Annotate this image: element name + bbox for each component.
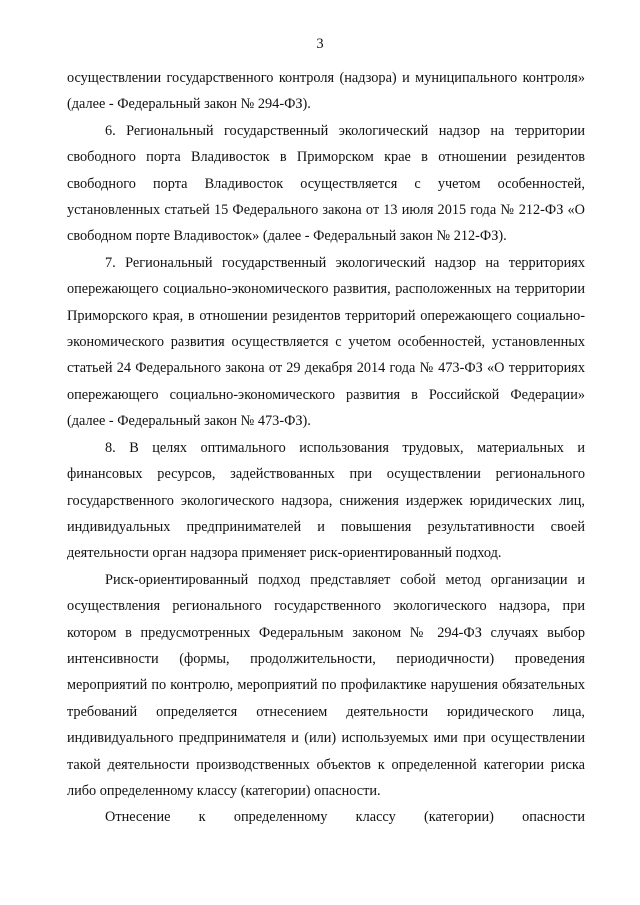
paragraph-6: 6. Региональный государственный экологический надзор на территории свободного порта Владивосток в Приморском крае в отношении резидентов свободного порта Владивосток осуществляется с учетом особенностей, установленных статьей 15 Федерального закона от 13 июля 2015 года № 212-ФЗ «О свободном порте Владивосток» (далее - Федеральный закон № 212-ФЗ). (67, 122, 585, 245)
page-number: 3 (316, 36, 324, 52)
document-body (67, 65, 585, 831)
paragraph-risk-approach: Риск-ориентированный подход представляет собой метод организации и осуществления регионального государственного экологического надзора, при котором в предусмотренных Федеральным законом № 294-ФЗ случаях выбор интенсивности (формы, продолжительности, периодичности) проведения мероприятий по контролю, мероприятий по профилактике нарушения обязательных требований определяется отнесением деятельности юридического лица, индивидуального предпринимателя и (или) используемых ими при осуществлении такой деятельности производственных объектов к определенной категории риска либо определенному классу (категории) опасности. (67, 571, 585, 799)
paragraph-8: 8. В целях оптимального использования трудовых, материальных и финансовых ресурсов, задействованных при осуществлении регионального государственного экологического надзора, снижения издержек юридических лиц, индивидуальных предпринимателей и повышения результативности своей деятельности орган надзора применяет риск-ориентированный подход. (67, 439, 585, 562)
paragraph-hazard-class: Отнесение к определенному классу (категории) опасности (105, 809, 585, 826)
paragraph-continuation: осуществлении государственного контроля (надзора) и муниципального контроля» (далее - Федеральный закон № 294-ФЗ). (67, 70, 585, 113)
paragraph-7: 7. Региональный государственный экологический надзор на территориях опережающего социально-экономического развития, расположенных на территории Приморского края, в отношении резидентов территорий опережающего социально-экономического развития осуществляется с учетом особенностей, установленных статьей 24 Федерального закона от 29 декабря 2014 года № 473-ФЗ «О территориях опережающего социально-экономического развития в Российской Федерации» (далее - Федеральный закон № 473-ФЗ). (67, 254, 585, 430)
